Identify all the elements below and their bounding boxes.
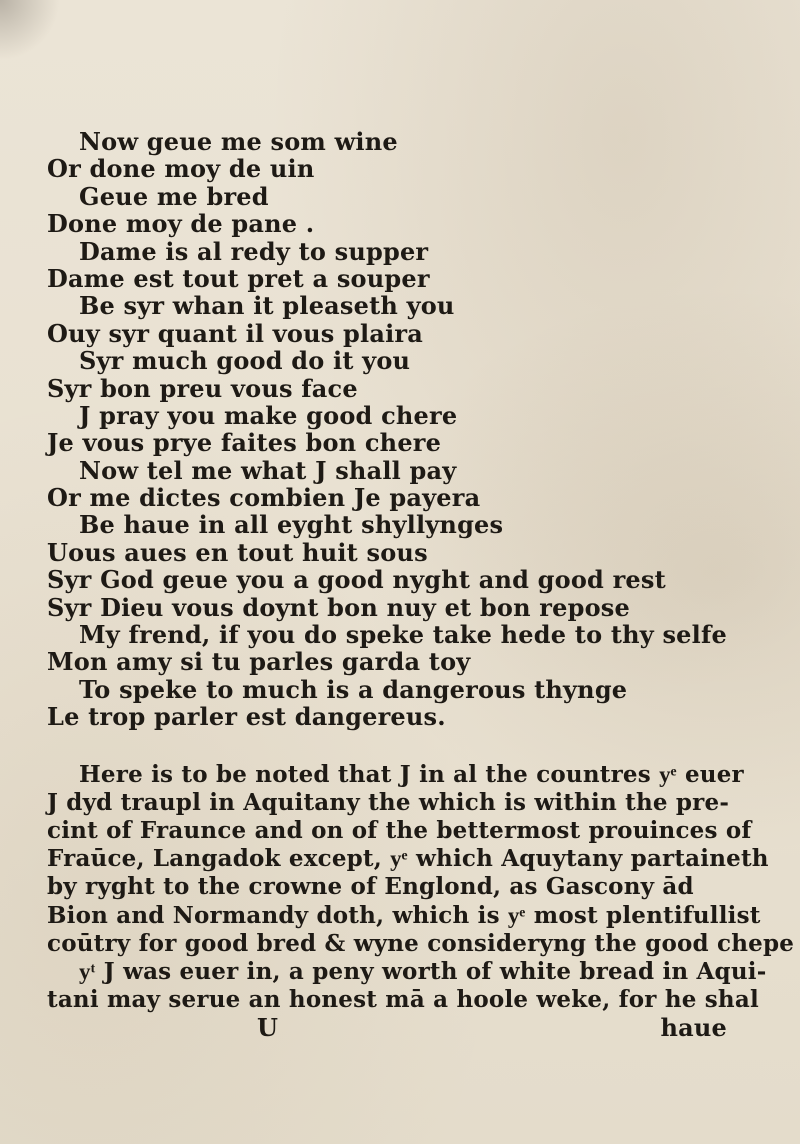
paragraph-line: by ryght to the crowne of Englond, as Gascony ād [47, 873, 694, 901]
verse-line: Dame is al redy to supper [79, 236, 429, 266]
verse-line: Syr bon preu vous face [47, 373, 358, 403]
verse-line: My frend, if you do speke take hede to thy selfe [79, 620, 727, 650]
catchword: haue [660, 1013, 727, 1043]
verse-line: Be haue in all eyght shyllynges [79, 510, 504, 540]
verse-line: Done moy de pane . [47, 209, 315, 239]
verse-line: Or done moy de uin [47, 154, 315, 184]
paragraph-line: Bion and Normandy doth, which is yͤ most plentifullist [47, 901, 761, 929]
paragraph-line: coūtry for good bred & wyne consideryng the good chepe [47, 929, 795, 957]
verse-line: Le trop parler est dangereus. [47, 702, 446, 732]
footer-line [47, 1014, 757, 1041]
paragraph-line: Here is to be noted that J in al the countres yͤ euer [79, 760, 744, 788]
verse-line: Uous aues en tout huit sous [47, 537, 428, 567]
paragraph-line: yͭ J was euer in, a peny worth of white bread in Aqui- [79, 957, 767, 985]
verse-line: Ouy syr quant il vous plaira [47, 318, 424, 348]
verse-line: To speke to much is a dangerous thynge [79, 674, 628, 704]
text-block [47, 127, 795, 1043]
signature-mark: U [257, 1013, 279, 1043]
verse-line: Or me dictes combien Je payera [47, 483, 481, 513]
verse-line: Dame est tout pret a souper [47, 263, 430, 293]
prose-paragraph [47, 760, 795, 1015]
verse-line: Now tel me what J shall pay [79, 455, 457, 485]
verse-line: Geue me bred [79, 181, 269, 211]
verse-line: Syr God geue you a good nyght and good rest [47, 565, 666, 595]
paragraph-line: cint of Fraunce and on of the bettermost prouinces of [47, 816, 752, 844]
verse-line: Je vous prye faites bon chere [47, 428, 442, 458]
paragraph-line: tani may serue an honest mā a hoole weke, for he shal [47, 986, 759, 1014]
verse-section [47, 128, 757, 731]
page-corner-wear [0, 0, 60, 60]
paragraph-line: Fraūce, Langadok except, yͤ which Aquytany partaineth [47, 845, 769, 873]
paragraph-line: J dyd traupl in Aquitany the which is within the pre- [47, 788, 730, 816]
verse-line: Syr much good do it you [79, 346, 411, 376]
verse-line: Be syr whan it pleaseth you [79, 291, 455, 321]
verse-line: Mon amy si tu parles garda toy [47, 647, 471, 677]
verse-line: Now geue me som wine [79, 127, 398, 156]
verse-line: J pray you make good chere [79, 400, 458, 430]
verse-line: Syr Dieu vous doynt bon nuy et bon repose [47, 592, 630, 622]
